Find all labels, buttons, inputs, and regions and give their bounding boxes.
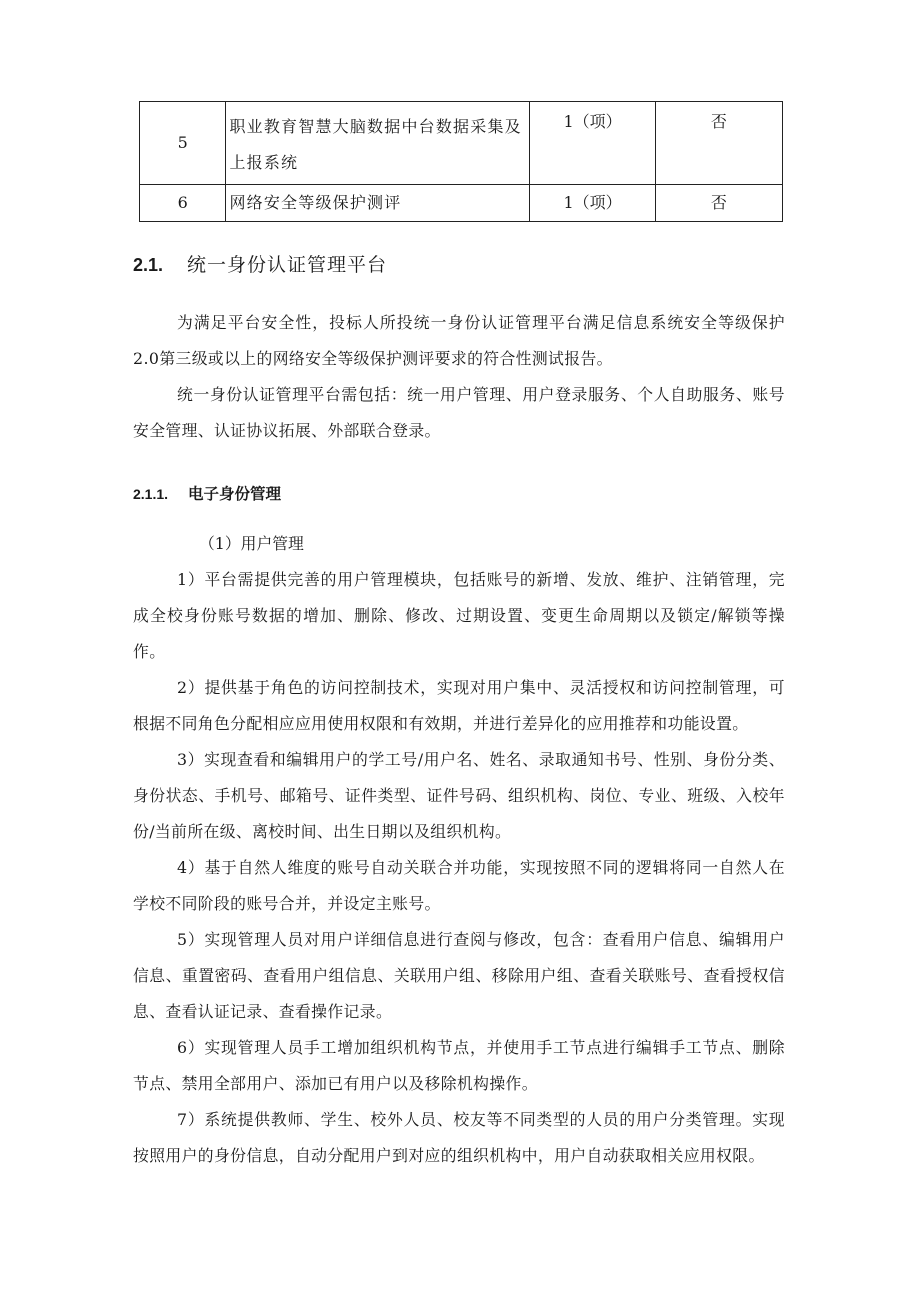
row-quantity: 1（项） (530, 102, 655, 185)
list-item: 4）基于自然人维度的账号自动关联合并功能，实现按照不同的逻辑将同一自然人在学校不同阶段的账号合并，并设定主账号。 (133, 858, 785, 913)
table-row (140, 185, 783, 222)
row-imported: 否 (655, 185, 782, 222)
section-paragraph: 为满足平台安全性，投标人所投统一身份认证管理平台满足信息系统安全等级保护2.0第三级或以上的网络安全等级保护测评要求的符合性测试报告。 (133, 313, 785, 368)
section-heading (133, 250, 387, 277)
list-item: 7）系统提供教师、学生、校外人员、校友等不同类型的人员的用户分类管理。实现按照用户的身份信息，自动分配用户到对应的组织机构中，用户自动获取相关应用权限。 (133, 1110, 785, 1165)
table-row (140, 102, 783, 185)
list-item: 3）实现查看和编辑用户的学工号/用户名、姓名、录取通知书号、性别、身份分类、身份状态、手机号、邮箱号、证件类型、证件号码、组织机构、岗位、专业、班级、入校年份/当前所在级、离校时间、出生日期以及组织机构。 (133, 750, 785, 841)
procurement-table (139, 101, 783, 222)
list-item: 2）提供基于角色的访问控制技术，实现对用户集中、灵活授权和访问控制管理，可根据不同角色分配相应应用使用权限和有效期，并进行差异化的应用推荐和功能设置。 (133, 678, 785, 733)
subsection-heading (133, 482, 281, 504)
row-item-name: 职业教育智慧大脑数据中台数据采集及上报系统 (226, 102, 530, 185)
row-imported: 否 (655, 102, 782, 185)
list-item: 5）实现管理人员对用户详细信息进行查阅与修改，包含：查看用户信息、编辑用户信息、重置密码、查看用户组信息、关联用户组、移除用户组、查看关联账号、查看授权信息、查看认证记录、查看操作记录。 (133, 930, 785, 1021)
section-paragraph: 统一身份认证管理平台需包括：统一用户管理、用户登录服务、个人自助服务、账号安全管理、认证协议拓展、外部联合登录。 (133, 385, 785, 440)
list-item: 6）实现管理人员手工增加组织机构节点，并使用手工节点进行编辑手工节点、删除节点、禁用全部用户、添加已有用户以及移除机构操作。 (133, 1038, 785, 1093)
subsection-number: 2.1.1. (133, 486, 169, 502)
list-item: 1）平台需提供完善的用户管理模块，包括账号的新增、发放、维护、注销管理，完成全校身份账号数据的增加、删除、修改、过期设置、变更生命周期以及锁定/解锁等操作。 (133, 570, 785, 661)
subsection-title: 电子身份管理 (188, 485, 282, 503)
row-number: 6 (140, 185, 226, 222)
section-title: 统一身份认证管理平台 (187, 254, 388, 276)
row-number: 5 (140, 102, 226, 185)
row-item-name: 网络安全等级保护测评 (226, 185, 530, 222)
item-heading: （1）用户管理 (199, 534, 304, 553)
section-number: 2.1. (133, 255, 164, 275)
row-quantity: 1（项） (530, 185, 655, 222)
